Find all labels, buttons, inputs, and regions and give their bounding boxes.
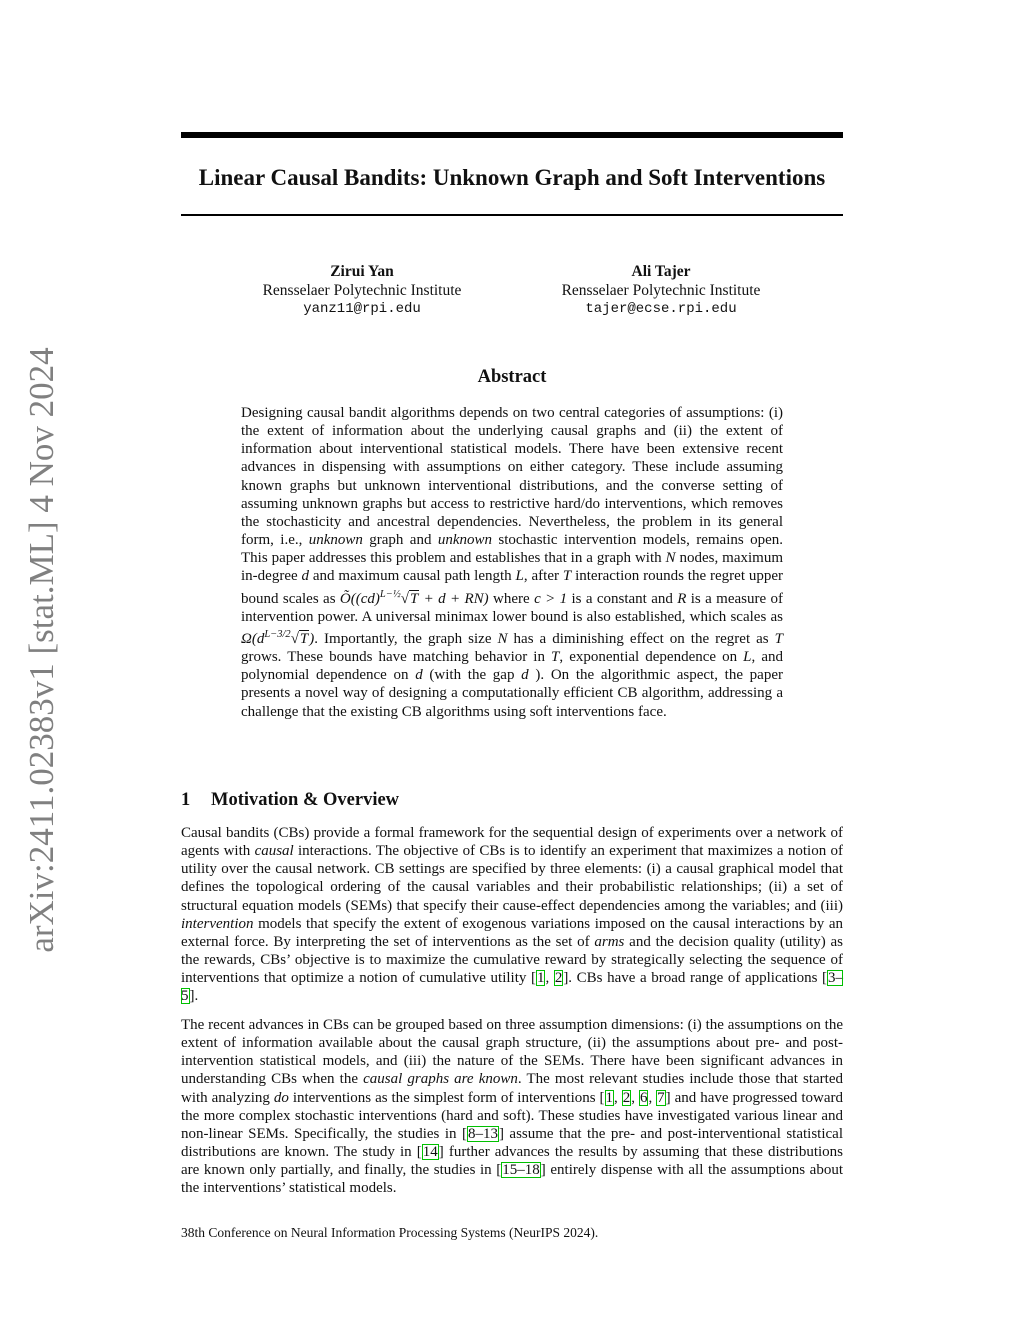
conference-footnote: 38th Conference on Neural Information Processing Systems (NeurIPS 2024). xyxy=(181,1225,599,1240)
author-affiliation: Rensselaer Polytechnic Institute xyxy=(262,282,462,299)
author-block-1 xyxy=(212,262,512,319)
title-top-rule xyxy=(181,132,843,138)
author-affiliation: Rensselaer Polytechnic Institute xyxy=(561,282,761,299)
author-email: tajer@ecse.rpi.edu xyxy=(585,301,737,317)
body-paragraph-1: Causal bandits (CBs) provide a formal framework for the sequential design of experiments over a network of agents with causal interactions. The objective of CBs is to identify an experiment that maximizes a notion of utility over the causal network. CB settings are specified by three elements: (i) a causal graphical model that defines the topological ordering of the causal variables and their probabilistic relationships; (ii) a set of structural equation models (SEMs) that specify their cause-effect dependencies among the variables; and (iii) intervention models that specify the extent of exogenous variations imposed on the causal interactions by an external force. By interpreting the set of interventions as the set of arms and the decision quality (utility) as the rewards, CBs’ objective is to maximize the cumulative reward by strategically selecting the sequence of interventions that optimize a notion of cumulative utility [1, 2]. CBs have a broad range of applications [3–5]. xyxy=(181,825,844,1005)
citation-link[interactable]: 8–13 xyxy=(467,1125,498,1142)
citation-link[interactable]: 15–18 xyxy=(502,1162,540,1179)
abstract-heading: Abstract xyxy=(477,367,547,387)
author-email: yanz11@rpi.edu xyxy=(303,301,421,317)
citation-link[interactable]: 1 xyxy=(536,970,545,987)
emphasis: unknown xyxy=(437,532,493,549)
section-number: 1 xyxy=(181,790,191,810)
emphasis: unknown xyxy=(308,532,363,549)
paper-title: Linear Causal Bandits: Unknown Graph and Soft Interventions xyxy=(198,165,826,190)
body-paragraph-2: The recent advances in CBs can be grouped based on three assumption dimensions: (i) the assumptions on the extent of information available about the causal graph structure, (ii) the assumptions about pre- and post-intervention statistical models, and (iii) the nature of the SEMs. There have been significant advances in understanding CBs when the causal graphs are known. The most relevant studies include those that started with analyzing do interventions as the simplest form of interventions [1, 2, 6, 7] and have progressed toward the more complex stochastic interventions (hard and soft). These studies have investigated various linear and non-linear SEMs. Specifically, the studies in [8–13] assume that the pre- and post-interventional statistical distributions are known. The study in [14] further advances the results by assuming that these distributions are known only partially, and finally, the studies in [15–18] entirely dispense with all the assumptions about the interventions’ statistical models. xyxy=(181,1017,844,1197)
abstract-body: Designing causal bandit algorithms depends on two central categories of assumptions: (i) the extent of information about the underlying causal graphs and (ii) the extent of information about interventional statistical models. There have been extensive recent advances in dispensing with assumptions on either category. These include assuming known graphs but unknown interventional distributions, and the converse setting of assuming unknown graphs but access to restrictive hard/do interventions, which removes the stochasticity and ancestral dependencies. Nevertheless, the problem in its general form, i.e., unknown graph and unknown stochastic intervention models, remains open. This paper addresses this problem and establishes that in a graph with N nodes, maximum in-degree d and maximum causal path length L, after T interaction rounds the regret upper bound scales as Õ((cd)$^{L-\frac{1}{2}}$√T + d + RN) where c > 1 is a constant and R is a measure of intervention power. A universal minimax lower bound is also established, which scales as $\Omega(d^{L-3/2}√T)$. Importantly, the graph size N has a diminishing effect on the regret as T grows. These bounds have matching behavior in T, exponential dependence on L, and polynomial dependence on d (with the gap d ). On the algorithmic aspect, the paper presents a novel way of designing a computationally efficient CB algorithm, addressing a challenge that the existing CB algorithms using soft interventions face. xyxy=(241,405,784,720)
citation-link[interactable]: 1 xyxy=(605,1089,614,1106)
author-name: Ali Tajer xyxy=(631,263,691,280)
regret-upper-bound: Õ((cd)$^{L-\frac{1}{2}}$√T + d + RN) xyxy=(339,588,489,607)
author-name: Zirui Yan xyxy=(330,263,394,280)
minimax-lower-bound: $\Omega(d^{L-3/2}√T)$ xyxy=(241,628,315,647)
section-heading xyxy=(181,788,399,812)
citation-link[interactable]: 6 xyxy=(639,1089,648,1106)
section-title: Motivation & Overview xyxy=(211,790,400,810)
citation-link[interactable]: 2 xyxy=(554,970,563,987)
arxiv-sidebar-id: arXiv:2411.02383v1 [stat.ML] 4 Nov 2024 xyxy=(22,347,61,953)
citation-link[interactable]: 3–5 xyxy=(181,970,844,1005)
citation-link[interactable]: 14 xyxy=(422,1144,438,1161)
citation-link[interactable]: 2 xyxy=(622,1089,631,1106)
citation-link[interactable]: 7 xyxy=(657,1089,665,1106)
author-block-2 xyxy=(511,262,811,319)
title-bottom-rule xyxy=(181,214,843,216)
